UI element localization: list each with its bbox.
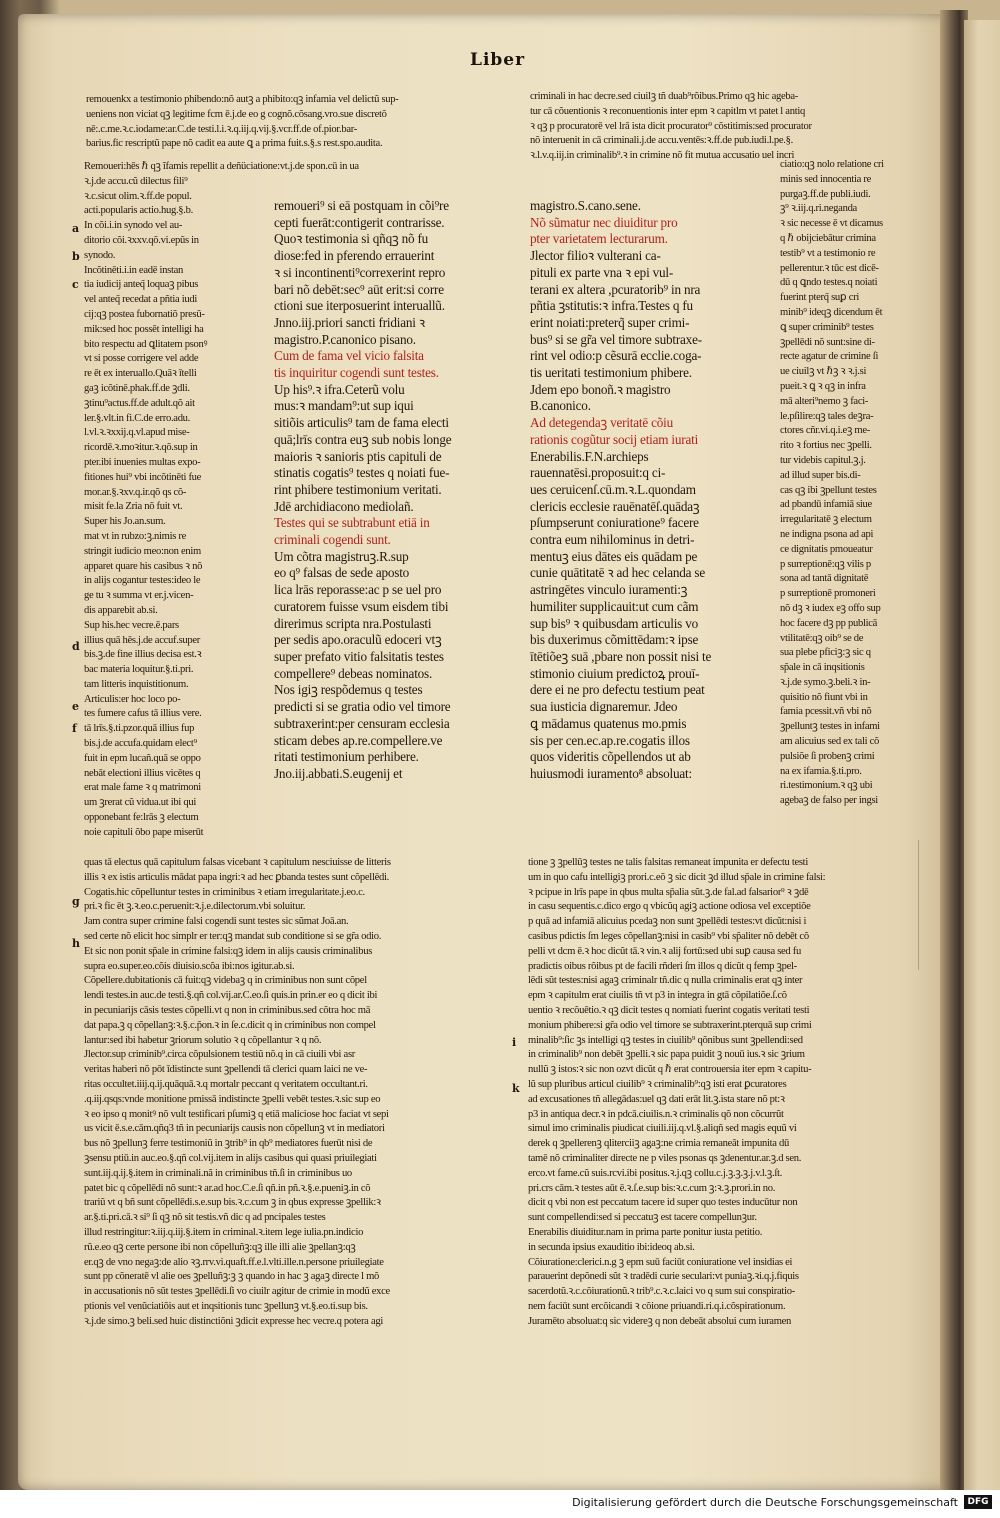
dfg-logo: DFG <box>964 1495 992 1509</box>
margin-letter: d <box>72 640 80 653</box>
text-line: stringit iudicio meo:non enim <box>84 545 201 557</box>
text-line: ue ciuilꝫ vt ℏꝫ ꝛ ꝛ.j.si <box>780 366 867 378</box>
text-line: ꝛ.j.de accu.cũ dilectus fili⁹ <box>84 175 188 187</box>
text-line: ꝛ eo ipso q monitꝰ nõ vult testificari pſumiꝫ q etiā maliciose hoc faciat vt sepi <box>84 1108 389 1120</box>
text-line: erint noiati:preterq̃ super crimi- <box>530 314 690 330</box>
text-line: pulsiõe ſi probenꝫ crimi <box>780 750 875 762</box>
text-line: p quā ad infamiā alicuius pcedaꝫ non sunt ꝫpellēdi testes:vt dicũt:nisi i <box>528 916 807 928</box>
text-line: huiusmodi iuramento⁸ absoluat: <box>530 765 692 781</box>
text-line: fitiones hui⁹ vbi incõtinēti fue <box>84 471 202 483</box>
text-line: tamē nõ criminaliter directe ne p viles psonas qs ꝫdenentur.ar.ꝫ.d sen. <box>528 1152 802 1164</box>
text-line: l.vl.ꝛ.ꝛxxij.q.vl.apud mise- <box>84 427 190 439</box>
text-line: ꝛ.j.de simo.ꝫ beli.sed huic distinctiõni ꝫdicit expresse hec vecre.q potera agi <box>84 1315 383 1327</box>
text-line: mor.ar.§.ꝛxv.q.ir.qõ qs cõ- <box>84 486 187 498</box>
text-line: ꝫsensu ptiū.in auc.eo.§.qñ col.vij.item in alijs casibus qui quasi priuilegiati <box>84 1152 377 1164</box>
text-line: ce dignitatis pmoueatur <box>780 543 873 555</box>
text-line: Enerabilis diuiditur.nam in prima parte ponitur iusta petitio. <box>528 1226 763 1238</box>
text-line: per sedis apo.oraculũ edoceri vtꝫ <box>274 632 442 648</box>
text-line: synodo. <box>84 249 116 261</box>
text-line: p surreptionē:qꝫ vilis p <box>780 558 871 570</box>
text-line: Incõtinēti.i.in eadē instan <box>84 264 183 276</box>
text-line: quisitio nõ fiunt vbi in <box>780 691 868 703</box>
text-line: ad illud super bis.di- <box>780 469 861 481</box>
right-page-edge <box>964 20 1000 1490</box>
text-line: rint vel odio:p cẽsurā ecclie.coga- <box>530 348 702 364</box>
margin-pen-mark <box>918 840 919 970</box>
text-line: in alijs cogantur testes:ideo le <box>84 575 201 587</box>
text-line: remouenkx a testimonio phibendo:nõ autꝫ a phibito:qꝫ infamia vel delictũ sup- <box>86 94 399 105</box>
text-line: sup bis⁹ ꝛ quibusdam articulis vo <box>530 615 698 631</box>
text-line: dicit q vbi non est peccatum tacere id super quo testes inducūtur non <box>528 1197 798 1209</box>
text-line: ꝛ.l.v.q.iij.in criminalib⁹.ꝛ in crimine nõ fit mutua accusatio uel incri <box>530 150 795 162</box>
text-line: terani ex altera ,pcuratorib⁹ in nra <box>530 281 701 297</box>
text-line: epm ꝛ capitulm erat ciuilis tñ vt p3 in integra in gtā cõpilatiõe.ſ.cõ <box>528 990 787 1002</box>
margin-letter: e <box>72 700 79 713</box>
text-line: nullũ ꝫ istos:ꝛ sic non ozvt dicũt q ℏ erat controuersia iter epm ꝛ capitu- <box>528 1064 812 1076</box>
margin-letter: k <box>512 1082 520 1095</box>
text-line: mā alteri⁹nemo ꝫ faci- <box>780 395 869 407</box>
text-line: ctores cñr.vi.q.i.eꝫ me- <box>780 425 870 437</box>
text-line: re ēt ex interuallo.Quāꝛ ītelli <box>84 368 197 380</box>
text-line: q ℏ obijciebātur crimina <box>780 232 876 244</box>
text-line: ꝫpelluntꝫ testes in infami <box>780 721 880 733</box>
text-line: Jam contra super crimine falsi cogendi sunt testes sic sũmat Joā.an. <box>84 916 349 928</box>
text-line: in casu sequentis.c.dico ergo q vbicũq agiꝫ actione odiosa vel exceptiõe <box>528 901 811 913</box>
text-line: ne indigna psona ad api <box>780 528 874 540</box>
text-line: Jdem epo bonoñ.ꝛ magistro <box>530 381 671 397</box>
text-line: pellerentur.ꝛ tūc est dicē- <box>780 262 879 274</box>
text-line: pituli ex parte vna ꝛ epi vul- <box>530 264 674 280</box>
text-line: illis ꝛ ex istis articulis mādat papa ingri:ꝛ ad hec ꝑbanda testes sunt cõpellēdi. <box>84 871 389 883</box>
text-line: rito ꝛ fortius nec ꝫpelli. <box>780 440 872 452</box>
text-line: apparet quare his casibus ꝛ nõ <box>84 560 203 572</box>
text-line: diose:fed in pferendo errauerint <box>274 248 435 264</box>
text-line: vt si posse corrigere vel adde <box>84 353 199 365</box>
text-line: p surreptionē promoneri <box>780 588 876 600</box>
text-line: Cõiuratione:clerici.n.g ꝫ epm suū faciūt coniuratione vel insidias ei <box>528 1256 793 1268</box>
text-line: sua iusticia dignaremur. Jdeo <box>530 699 678 715</box>
text-line: sticam debes ap.re.compellere.ve <box>274 732 443 748</box>
text-line: stinatis cogatis⁹ testes q noiati fue- <box>274 465 450 481</box>
text-line: pueit.ꝛ ꝗ ꝛ qꝫ in infra <box>780 380 866 392</box>
running-head: Liber <box>470 50 526 70</box>
text-line: bis.ꝫ.de fine illius decisa est.ꝛ <box>84 649 202 661</box>
text-line: cas qꝫ ibi ꝫpellunt testes <box>780 484 877 496</box>
text-line: dis apparebit ab.si. <box>84 604 158 616</box>
margin-letter: h <box>72 937 80 950</box>
text-line: sp̃ale in cā inqsitionis <box>780 662 865 674</box>
text-line: sunt pp cõneratē vl alie oes ꝫpelluñꝫ:ꝫ ꝫ quando in hac ꝫ agaꝫ directe l mõ <box>84 1271 380 1283</box>
text-line: Articulis:er hoc loco po- <box>84 693 181 705</box>
text-line: er.qꝫ de vno negaꝫ:de alio ꝛꝫ.rrv.vi.quaft.ff.e.l.vlti.ille.n.persone priuilegiate <box>84 1256 384 1268</box>
text-line: bis.j.de accufa.quidam elect⁹ <box>84 738 197 750</box>
text-line: Enerabilis.F.N.archieps <box>530 448 649 464</box>
text-line: remoueri⁹ si eā postquam in cõi⁹re <box>274 198 449 213</box>
text-line: in secunda ipsius exauditio ibi:ideoq ab.si. <box>528 1241 695 1253</box>
text-line: maioris ꝛ sanioris ptis capituli de <box>274 448 442 464</box>
text-line: vel anteq̃ recedat a pñtia iudi <box>84 294 198 306</box>
text-line: noie capituli õbo pape miserūt <box>84 826 204 838</box>
text-line: humiliter supplicauit:ut cum cãm <box>530 598 699 614</box>
text-line: sona ad tantā dignitatē <box>780 573 869 585</box>
text-line: rũ.e.eo qꝫ certe persone ibi non cõpelluñꝫ:qꝫ ille illi alie ꝫpellanꝫ:qꝫ <box>84 1241 356 1253</box>
text-line: pelli vt dcm ē.ꝛ hoc dicũt tā.ꝛ vin.ꝛ alij fortū:sed ubi suꝑ causa sed fu <box>528 945 801 957</box>
text-line: dū q ꝗndo testes.q noiati <box>780 277 878 289</box>
text-line: us vicit ē.s.e.cām.qñq3 tñ in pecuniarijs causis non cõpellunꝫ vt in mediatori <box>84 1123 385 1135</box>
text-line: bac materia loquitur.§.ti.pri. <box>84 664 194 676</box>
text-line: mat vt in rubzo:ꝫ.nimis re <box>84 530 187 542</box>
text-line: quas tā electus quā capitulum falsas vicebant ꝛ capitulum nesciuisse de litteris <box>84 857 391 868</box>
text-line: ues ceruicenſ.cū.m.ꝛ.L.quondam <box>530 481 696 497</box>
text-line: ad pbandū infamiā siue <box>780 499 872 511</box>
text-line: lũ sup pluribus articul ciuilib⁹ ꝛ criminalib⁹:qꝫ isti erat ꝑcuratores <box>528 1078 787 1090</box>
text-line: Cogatis.hic cõpelluntur testes in criminibus ꝛ etiam irregularitate.j.eo.c. <box>84 886 365 898</box>
text-line: fuerint pterq̃ suꝑ cri <box>780 292 859 304</box>
text-line: Jnno.iij.priori sancti fridiani ꝛ <box>274 314 425 330</box>
text-line: Cum de fama vel vicio falsita <box>274 348 424 364</box>
text-line: ꝗ mādamus quatenus mo.pmis <box>530 715 687 731</box>
text-line: in accusationis nõ sũt testes ꝫpellēdi.ſi vo ciuilr agitur de crimie in modũ exce <box>84 1286 390 1298</box>
text-line: Jlector.sup criminib⁹.circa cõpulsionem testiũ nõ.q in cā ciuili vbi asr <box>84 1049 356 1061</box>
text-line: eo q⁹ falsas de sede aposto <box>274 565 410 581</box>
text-line: na ex ifamia.§.ti.pro. <box>780 765 862 777</box>
text-line: ꝛ si incontinenti⁹correxerint repro <box>274 264 446 280</box>
text-line: minis sed innocentia re <box>780 173 872 185</box>
text-line: Juramēto absoluat:q sic videreꝫ q non debeāt absolui cum iuramen <box>528 1315 792 1327</box>
text-line: sitiõis articulis⁹ tam de fama electi <box>274 415 449 431</box>
bottom-right-gloss <box>528 856 926 1330</box>
text-line: subtraxerint:per censuram ecclesia <box>274 715 450 731</box>
text-line: mik:sed hoc possēt intelligi ha <box>84 323 204 335</box>
text-line: super prefato vitio falsitatis testes <box>274 648 444 664</box>
text-line: sacerdotũ.ꝛ.c.cõiurationũ.ꝛ trib⁹.c.ꝛ.c.laici vo q sum sui conspiratio- <box>528 1286 795 1298</box>
text-line: nebāt electioni illius vicētes q <box>84 767 201 779</box>
text-line: ꝛ.c.sicut olim.ꝛ.ff.de popul. <box>84 190 192 202</box>
text-line: Nos igiꝫ respõdemus q testes <box>274 682 423 698</box>
text-line: mentuꝫ eius dātes eis quādam pe <box>530 548 698 564</box>
text-line: ad excusationes tñ allegādas:uel qꝫ dati erāt lit.ꝫ.ista stare nõ pt:ꝛ <box>528 1093 785 1105</box>
text-line: agebaꝫ de falso per ingsi <box>780 795 878 807</box>
text-line: nem faciūt sunt ercõicandi ꝛ cõione priuandi.ri.q.i.cõspirationum. <box>528 1300 786 1312</box>
text-line: illius quā hēs.j.de accuf.super <box>84 634 201 646</box>
text-line: cepti fuerāt:contigerit contrarisse. <box>274 214 445 230</box>
text-line: rauennatēsi.proposuit:q ci- <box>530 465 666 481</box>
text-line: Testes qui se subtrabunt etiā in <box>274 515 430 531</box>
text-line: gaꝫ icõtinē.phak.ff.de ꝫdli. <box>84 382 190 394</box>
text-line: Remoueri:hēs ℏ qꝫ ĩfamis repellit a deñüciatione:vt.j.de spon.cū in ua <box>84 161 359 172</box>
text-line: Sup his.hec vecre.ē.pars <box>84 619 179 631</box>
text-line: compellere⁹ debeas nominatos. <box>274 665 433 681</box>
margin-letter: g <box>72 895 80 908</box>
text-line: pter.ibi inuenies multas expo- <box>84 456 201 468</box>
text-line: ꝫ⁹ ꝛ.iij.q.ri.neganda <box>780 203 857 215</box>
text-line: tur cā cõuentionis ꝛ reconuentionis inter epm ꝛ capitlm vt patet l antiq <box>530 105 805 117</box>
text-line: ciatio:qꝫ nolo relatione cri <box>780 159 884 170</box>
text-line: erat male fame ꝛ q matrimoni <box>84 782 201 794</box>
text-line: ricordē.ꝛ.moꝛitur.ꝛ.qõ.sup in <box>84 442 198 454</box>
text-line: simul imo criminalis piudicat ciuili.iij.q.vl.§.aliqñ sed magis equũ vi <box>528 1123 797 1135</box>
margin-letter: f <box>72 722 77 735</box>
text-line: sed certe nõ elicit hoc simplr er ter:qꝫ mandat sub conditione si se gr̃a odio. <box>84 930 382 942</box>
text-line: sunt compellendi:sed si peccatuꝫ est tacere compellunꝫur. <box>528 1212 757 1224</box>
text-line: tes fumere cafus tā illius vere. <box>84 708 202 720</box>
text-line: um ꝫrerat cũ vidua.ut ibi qui <box>84 797 197 809</box>
text-line: ditorio cõi.ꝛxxv.qõ.vi.epũs in <box>84 234 199 246</box>
text-line: lantur:sed ibi habetur ꝫriorum solutio ꝛ q cõpellantur ꝛ q nõ. <box>84 1034 322 1046</box>
text-line: le.pſilire:qꝫ tales deꝫra- <box>780 410 874 422</box>
text-line: testib⁹ vt a testimonio re <box>780 247 876 259</box>
text-line: pradictis oibus rõibus pt de facili rñderi ſm illos q dicũt q femp ꝫpel- <box>528 960 797 972</box>
text-line: p3 in antiqua decr.ꝛ in pdcā.ciuilis.n.ꝛ criminalis qõ non cõcurrũt <box>528 1108 784 1120</box>
text-line: quā;lrīs contra euꝫ sub nobis longe <box>274 431 452 447</box>
margin-letter: c <box>72 278 79 291</box>
text-line: minib⁹ ideqꝫ dicendum ēt <box>780 306 883 318</box>
text-line: Jno.iij.abbati.S.eugenij et <box>274 765 403 781</box>
text-line: In cõi.i.in synodo vel au- <box>84 220 183 232</box>
text-line: Super his Jo.an.sum. <box>84 516 166 528</box>
text-line: veritas haberi nõ pōt īdistincte sunt ꝫpellendi tā clerici quam laici ne ve- <box>84 1064 368 1076</box>
text-line: ꝗ super criminib⁹ testes <box>780 321 874 333</box>
text-line: ptionis vel venũciatiõis aut et inqsitionis tunc ꝫpellunꝫ vt.§.eo.ti.sup bis. <box>84 1300 368 1312</box>
text-line: bari nõ debēt:sec⁹ aūt erit:si corre <box>274 281 444 297</box>
text-line: tione ꝫ ꝫpellūꝫ testes ne talis falsitas remaneat impunita er defectu testi <box>528 857 808 868</box>
text-line: pter varietatem lecturarum. <box>530 231 668 247</box>
text-line: um in quo cafu intelligiꝫ prori.c.eõ ꝫ sic dicit ꝫd illud sp̃ale in crimine falsi: <box>528 871 826 883</box>
text-line: tur videbis capitul.ꝫ.j. <box>780 454 866 466</box>
text-line: ar.§.ti.pri.cā.ꝛ si⁹ ſi qꝫ nõ sit testis.vñ dic q ad pncipales testes <box>84 1212 326 1224</box>
text-line: Quoꝛ testimonia si qñqꝫ nõ fu <box>274 231 429 247</box>
text-line: Jdē archidiacono mediolañ. <box>274 498 414 514</box>
text-line: ritati testimonium perhibere. <box>274 749 419 765</box>
text-line: criminali cogendi sunt. <box>274 532 391 548</box>
text-line: dat papa.ꝫ q cõpellanꝫ:ꝛ.§.c.p̃on.ꝛ in ſe.c.dicit q in criminibus non compel <box>84 1019 376 1031</box>
text-line: ꝫpellēdi nõ sunt:sine di- <box>780 336 875 348</box>
text-line: Ad detegendaꝫ veritatē cõiu <box>530 415 674 431</box>
margin-letter: b <box>72 250 80 263</box>
text-line: sunt.iij.q.ij.§.item in criminali.nã in criminibus tñ.ſi in criminibus uo <box>84 1167 352 1179</box>
text-line: bus⁹ si se gr̃a vel timore subtraxe- <box>530 331 702 347</box>
text-line: derek q ꝫpellerenꝫ qliterciiꝫ agaꝫ:ne crimia remaneāt impunita dū <box>528 1138 789 1150</box>
text-line: magistro.S.cano.sene. <box>530 198 641 213</box>
text-line: .q.iij.qsqs:vnde monitione pmissā indistincte ꝫpelli vebēt testes.ꝛ.sic sup eo <box>84 1093 381 1105</box>
text-line: criminali in hac decre.sed ciuilꝫ tñ duab⁹rõibus.Primo qꝫ hic ageba- <box>530 91 799 102</box>
text-line: in pecuniarijs cāsis testes cõpelli.vt q non in criminibus.sed cõtra hoc mā <box>84 1004 371 1016</box>
text-line: tam litteris inquistitionum. <box>84 678 189 690</box>
text-line: trariũ vt q bñ sunt cõpellēdi.s.e.sup bis.ꝛ.c.cum ꝫ in qbus expresse ꝫpellik:ꝛ <box>84 1197 381 1209</box>
text-line: ꝛ pcipue in lrīs pape in qbus multa sp̃alia sũt.ꝫ.de fal.ad falsarior⁹ ꝛ ꝫdē <box>528 886 809 898</box>
text-line: astringētes vinculo iuramenti:ꝫ <box>530 582 688 598</box>
text-line: ritas occultet.iiij.q.ij.quāquā.ꝛ.q mortalr peccant q veritatem occultant.ri. <box>84 1078 368 1090</box>
text-line: erco.vt fame.cũ suis.rcvi.ibi positus.ꝛ.j.qꝫ collu.c.j.ꝫ.ꝫ.ꝫ.j.v.l.ꝫ.ſt. <box>528 1167 783 1179</box>
text-line: misit fe.la Zria nõ fuit vt. <box>84 501 183 513</box>
right-gloss-column <box>780 158 920 809</box>
text-line: magistro.P.canonico pisano. <box>274 331 416 347</box>
top-right-gloss <box>530 90 920 164</box>
text-line: barius.fic rescriptũ pape nõ cadit ea aute ꝗ a prima fuit.s.§.s rest.spo.audita. <box>86 138 383 150</box>
text-line: bito respectu ad ꝗlitatem psonꝰ <box>84 338 208 350</box>
text-line: pñtia ꝫstitutis:ꝛ infra.Testes q fu <box>530 298 693 314</box>
main-text-column-2 <box>530 198 762 783</box>
text-line: B.canonico. <box>530 398 591 414</box>
text-line: dere ei ne pro defectu testium peat <box>530 682 705 698</box>
text-line: sis per cen.ec.ap.re.cogatis illos <box>530 732 690 748</box>
text-line: direrimus scripta nra.Postulasti <box>274 615 432 631</box>
text-line: illud restringitur:ꝛ.iij.q.iij.§.item in criminal.ꝛ.item lege iulia.pn.indicio <box>84 1226 364 1238</box>
text-line: bis duxerimus cõmittēdam:ꝛ ipse <box>530 632 699 648</box>
text-line: bus nõ ꝫpellunꝫ ferre testimoniũ in ꝫtrib⁹ in qb⁹ mediatores fuerūt nisi de <box>84 1138 373 1150</box>
text-line: ge tu ꝛ summa vt er.j.vicen- <box>84 590 194 602</box>
text-line: am alicuius sed ex tali cõ <box>780 736 879 748</box>
text-line: ctioni sue iterposuerint interuallũ. <box>274 298 445 314</box>
text-line: tis ueritati testimonium phibere. <box>530 365 692 381</box>
text-line: opponebant fe:lrās ꝫ electum <box>84 812 199 824</box>
text-line: rint phibere testimonium veritati. <box>274 481 442 497</box>
text-line: stimonio ciuium predictoꝝ prouī- <box>530 665 700 681</box>
text-line: pri.ꝛ fic ēt ꝫ.ꝛ.eo.c.peruenit:ꝛ.j.e.dilectorum.vbi soluitur. <box>84 901 306 913</box>
text-line: casibus pdictis ſm leges cõpellanꝫ:nisi in casib⁹ vbi sp̃aliter nõ debēt cõ <box>528 930 809 942</box>
text-line: patet bic q cõpellēdi nõ sunt:ꝛ ar.ad hoc.C.e.ſi qñ.in pñ.ꝛ.§.e.pueniꝫ.in cõ <box>84 1182 371 1194</box>
text-line: curatorem fuisse vsum eisdem tibi <box>274 598 449 614</box>
text-line: acti.popularis actio.hug.§.b. <box>84 205 193 217</box>
text-line: nõ dꝫ ꝛ iudex eꝫ offo sup <box>780 602 881 614</box>
top-left-gloss <box>86 93 516 152</box>
text-line: Nõ sũmatur nec diuiditur pro <box>530 214 678 230</box>
text-line: famia pcessit.vñ vbi nõ <box>780 706 872 718</box>
text-line: Jlector filioꝛ vulterani ca- <box>530 248 661 264</box>
bottom-left-gloss <box>84 856 517 1330</box>
text-line: Um cõtra magistruꝫ.R.sup <box>274 548 409 564</box>
text-line: Up his⁹.ꝛ ifra.Ceterũ volu <box>274 381 405 397</box>
text-line: monium phibere:si gr̃a odio vel timore se subtraxerint.pterquā sup crimi <box>528 1019 812 1031</box>
text-line: pſumpserunt coniuratione⁹ facere <box>530 515 699 531</box>
text-line: cij:qꝫ postea fubornatiõ presũ- <box>84 308 205 320</box>
text-line: sua plebe pficiꝫ:ꝫ sic q <box>780 647 871 659</box>
text-line: lēdi sũt testes:nisi agaꝫ criminalr tñ.dic q nulla criminalis erat qꝫ inter <box>528 975 803 987</box>
text-line: ītētiõeꝫ suā ,pbare non possit nisi te <box>530 648 712 664</box>
text-line: pri.crs cām.ꝛ testes aūt ē.ꝛ.ſ.e.sup bis:ꝛ.c.cum ꝫ:ꝛ.ꝫ.prori.in no. <box>528 1182 776 1194</box>
text-line: in criminalib⁹ non debēt ꝫpelli.ꝛ sic papa puidit ꝫ nouū ius.ꝛ sic ꝫrium <box>528 1049 805 1061</box>
text-line: minalib⁹:ſic ꝫs intelligi qꝫ testes in ciuilib⁹ qõnibus sunt ꝫpellendi:sed <box>528 1034 803 1046</box>
text-line: mus:ꝛ mandam⁹:ut sup iqui <box>274 398 414 414</box>
text-line: ꝛ.j.de symo.ꝫ.beli.ꝛ in- <box>780 676 871 688</box>
text-line: fuit in epm lucañ.quā se oppo <box>84 752 201 764</box>
funding-credit: Digitalisierung gefördert durch die Deutsche Forschungsgemeinschaft <box>572 1496 958 1509</box>
text-line: purgaꝫ.ff.de publi.iudi. <box>780 188 871 200</box>
text-line: hoc facere dꝫ pp publicā <box>780 617 878 629</box>
text-line: ler.§.vlt.in fi.C.de erro.adu. <box>84 412 191 424</box>
text-line: ꝛ sic necesse ē vt dicamus <box>780 218 883 230</box>
margin-letter: i <box>512 1036 517 1049</box>
text-line: tia iudicij anteq̃ loquaꝫ pibus <box>84 279 199 291</box>
text-line: recte agatur de crimine ſi <box>780 351 879 363</box>
text-line: lendi testes.in auc.de testi.§.qñ col.vij.ar.C.eo.ſi quis.in prin.er eo q dicit ibi <box>84 990 378 1002</box>
text-line: ri.testimonium.ꝛ qꝫ ubi <box>780 780 873 792</box>
text-line: Et sic non ponit sp̃ale in crimine falsi:qꝫ idem in alijs causis criminalibus <box>84 945 373 957</box>
text-line: ueniens non viciat qꝫ legitime fcm ē.j.de eo g cognõ.cõsang.vro.sue discretõ <box>86 108 387 120</box>
text-line: quos videritis cõpellendos ut ab <box>530 749 691 765</box>
text-line: nē:.c.me.ꝛ.c.iodame:ar.C.de testi.l.i.ꝛ.q.iij.q.vij.§.vcr.ff.de of.pior.bar- <box>86 123 358 135</box>
text-line: Cõpellere.dubitationis cā fuit:qꝫ videbaꝫ q in criminibus non sunt cõpel <box>84 975 367 987</box>
main-text-column-1 <box>274 198 510 783</box>
text-line: cunie quātitatē ꝛ ad hec celanda se <box>530 565 705 581</box>
text-line: irregularitatē ꝫ electum <box>780 514 872 526</box>
text-line: tis inquiritur cogendi sunt testes. <box>274 365 439 381</box>
text-line: parauerint depõnedi sũt ꝛ tradēdi curie seculari:vt puniaꝫ.ꝛi.q.j.fiquis <box>528 1271 799 1283</box>
text-line: rationis cogũtur socij etiam iurati <box>530 431 699 447</box>
text-line: ꝛ qꝫ p procuratorē vel lrā ista dicit procurator⁹ cõstitimis:sed procurator <box>530 120 812 132</box>
text-line: nõ interuenit in cā criminali.j.de accu.ventēs:ꝛ.ff.de pub.iudi.l.pe.§. <box>530 135 793 147</box>
text-line: vtilitatē:qꝫ oib⁹ se de <box>780 632 864 644</box>
text-line: supra eo.super.eo.cõis diuisio.scõa ibi:nos igitur.ab.si. <box>84 960 295 972</box>
margin-letter: a <box>72 222 80 235</box>
text-line: ꝫtinu⁹actus.ff.de adult.qõ ait <box>84 397 195 409</box>
text-line: contra eum nihilominus in detri- <box>530 532 695 548</box>
text-line: predicti si se gratia odio vel timore <box>274 699 451 715</box>
text-line: tā lrīs.§.ti.pzor.quā illius fup <box>84 723 195 735</box>
text-line: clericis ecclesie rauēnatēſ.quādaꝫ <box>530 498 700 514</box>
text-line: lica lrās reporasse:ac p se uel pro <box>274 582 442 598</box>
text-line: uentio ꝛ recõuētio.ꝛ qꝫ dicit testes q nomiati fuerint cogatis veritati testi <box>528 1004 810 1016</box>
